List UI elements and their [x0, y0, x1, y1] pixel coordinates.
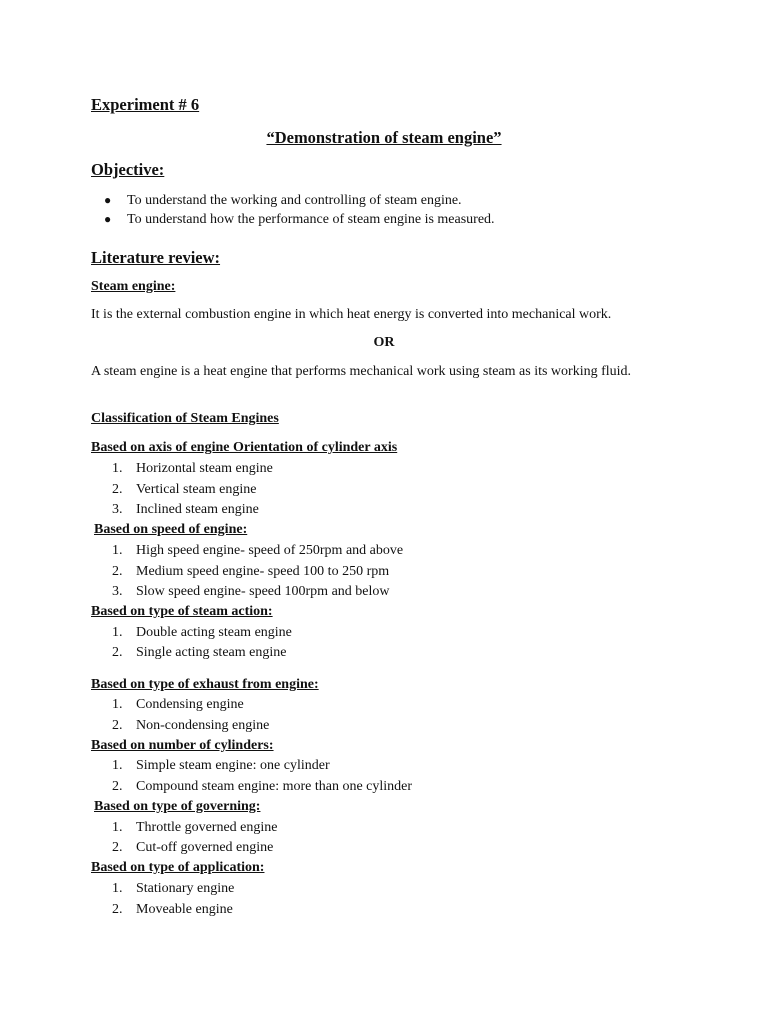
classification-title: Classification of Steam Engines [91, 411, 279, 426]
list-item: 2. Compound steam engine: more than one cylinder [112, 779, 413, 794]
document-title: “Demonstration of steam engine” [266, 128, 502, 147]
category-heading: Based on type of exhaust from engine: [91, 677, 319, 692]
list-item: 1. Throttle governed engine [112, 820, 278, 835]
category-heading: Based on axis of engine Orientation of cylinder axis [91, 440, 398, 455]
list-item: 1. Horizontal steam engine [112, 461, 273, 476]
list-item: 1. High speed engine- speed of 250rpm and above [112, 543, 404, 558]
bullet-icon: ● [104, 193, 112, 207]
or-separator: OR [373, 335, 395, 350]
list-item: 1. Stationary engine [112, 881, 235, 896]
list-item: 1. Simple steam engine: one cylinder [112, 758, 330, 773]
definition-paragraph: A steam engine is a heat engine that performs mechanical work using steam as its working fluid. [91, 364, 632, 379]
list-item: 1. Condensing engine [112, 697, 244, 712]
steam-engine-subheading: Steam engine: [91, 279, 176, 294]
list-item: 1. Double acting steam engine [112, 625, 292, 640]
list-item: 3. Inclined steam engine [112, 502, 259, 517]
category-heading: Based on type of governing: [94, 799, 261, 814]
category-heading: Based on type of application: [91, 860, 265, 875]
objective-bullet [104, 212, 495, 228]
category-heading: Based on speed of engine: [94, 522, 248, 537]
bullet-text: To understand the working and controlling of steam engine. [127, 193, 462, 208]
category-heading: Based on type of steam action: [91, 604, 273, 619]
list-item: 2. Moveable engine [112, 902, 233, 917]
experiment-heading: Experiment # 6 [91, 95, 200, 114]
definition-paragraph: It is the external combustion engine in which heat energy is converted into mechanical work. [91, 307, 612, 322]
objective-bullet [104, 193, 462, 209]
bullet-text: To understand how the performance of steam engine is measured. [127, 212, 495, 227]
list-item: 2. Single acting steam engine [112, 645, 287, 660]
objective-heading: Objective: [91, 160, 165, 179]
list-item: 2. Vertical steam engine [112, 482, 257, 497]
literature-heading: Literature review: [91, 248, 221, 267]
list-item: 2. Medium speed engine- speed 100 to 250 rpm [112, 564, 390, 579]
list-item: 2. Cut-off governed engine [112, 840, 274, 855]
list-item: 2. Non-condensing engine [112, 718, 270, 733]
list-item: 3. Slow speed engine- speed 100rpm and below [112, 584, 390, 599]
category-heading: Based on number of cylinders: [91, 738, 274, 753]
bullet-icon: ● [104, 212, 112, 226]
